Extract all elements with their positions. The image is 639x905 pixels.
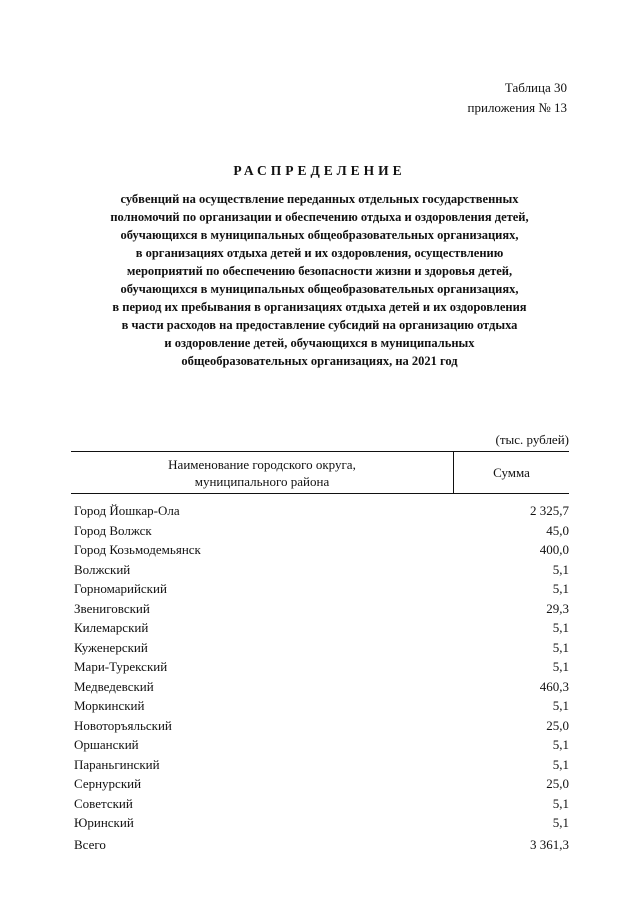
subtitle-line: в период их пребывания в организациях отдыха детей и их оздоровления [112, 300, 527, 314]
row-value: 5,1 [552, 698, 569, 713]
row-value: 45,0 [546, 522, 569, 538]
row-name: Килемарский [74, 620, 149, 635]
row-name: Оршанский [74, 737, 139, 752]
table-header [71, 451, 569, 494]
row-name: Горномарийский [74, 581, 167, 596]
subtitle-line: мероприятий по обеспечению безопасности жизни и здоровья детей, [126, 264, 513, 278]
row-value: 25,0 [546, 717, 569, 733]
row-value: 5,1 [552, 639, 569, 655]
table-body [71, 501, 569, 833]
table-row [71, 657, 569, 677]
subtitle-line: обучающихся в муниципальных общеобразовательных организациях, [120, 228, 519, 242]
subtitle-line: и оздоровление детей, обучающихся в муниципальных [164, 336, 475, 350]
column-header-sum: Сумма [493, 464, 530, 480]
document-title: РАСПРЕДЕЛЕНИЕ [233, 163, 406, 178]
row-name: Юринский [74, 815, 134, 830]
table-row [71, 813, 569, 833]
row-value: 5,1 [552, 795, 569, 811]
row-name: Новоторъяльский [74, 717, 172, 733]
subtitle-line: в организациях отдыха детей и их оздоровления, осуществлению [135, 246, 504, 260]
table-row [71, 794, 569, 814]
document-subtitle [60, 190, 579, 370]
row-name: Медведевский [74, 678, 154, 694]
subtitle-line: в части расходов на предоставление субсидий на организацию отдыха [121, 318, 518, 332]
row-name: Город Козьмодемьянск [74, 542, 201, 557]
row-name: Сернурский [74, 776, 142, 791]
column-header-name-line1: Наименование городского округа, [168, 456, 356, 472]
row-value: 25,0 [546, 776, 569, 791]
row-name: Волжский [74, 561, 131, 577]
table-row [71, 540, 569, 560]
table-row [71, 735, 569, 755]
column-header-name [71, 452, 454, 493]
table-reference [468, 78, 567, 118]
table-row [71, 716, 569, 736]
distribution-table [71, 451, 569, 854]
row-value: 2 325,7 [530, 503, 569, 518]
table-row [71, 696, 569, 716]
row-name: Куженерский [74, 639, 148, 655]
total-label: Всего [74, 836, 106, 852]
table-row [71, 599, 569, 619]
table-row [71, 521, 569, 541]
row-value: 5,1 [552, 659, 569, 674]
subtitle-line: общеобразовательных организациях, на 2021 год [181, 354, 458, 368]
table-row [71, 677, 569, 697]
table-row [71, 560, 569, 580]
column-header-name-line2: муниципального района [194, 473, 330, 489]
table-row [71, 618, 569, 638]
total-value: 3 361,3 [530, 836, 569, 852]
table-row [71, 501, 569, 521]
row-value: 460,3 [539, 678, 569, 694]
subtitle-line: обучающихся в муниципальных общеобразовательных организациях, [120, 282, 519, 296]
row-name: Город Йошкар-Ола [74, 503, 180, 518]
subtitle-line: субвенций на осуществление переданных отдельных государственных [120, 192, 519, 206]
table-row [71, 638, 569, 658]
row-value: 29,3 [546, 600, 569, 616]
row-name: Город Волжск [74, 522, 152, 538]
table-row [71, 755, 569, 775]
units-label: (тыс. рублей) [495, 432, 569, 447]
total-row [71, 835, 569, 855]
appendix-number: приложения № 13 [467, 100, 567, 115]
row-value: 5,1 [552, 756, 569, 772]
row-name: Советский [74, 795, 133, 811]
row-value: 400,0 [539, 542, 569, 557]
row-value: 5,1 [552, 815, 569, 830]
row-name: Мари-Турекский [74, 659, 168, 674]
row-value: 5,1 [552, 581, 569, 596]
row-value: 5,1 [552, 561, 569, 577]
table-row [71, 774, 569, 794]
row-value: 5,1 [552, 620, 569, 635]
row-name: Моркинский [74, 698, 145, 713]
row-value: 5,1 [552, 737, 569, 752]
row-name: Звениговский [74, 600, 150, 616]
subtitle-line: полномочий по организации и обеспечению отдыха и оздоровления детей, [110, 210, 529, 224]
table-number: Таблица 30 [504, 80, 567, 95]
row-name: Параньгинский [74, 756, 160, 772]
table-row [71, 579, 569, 599]
